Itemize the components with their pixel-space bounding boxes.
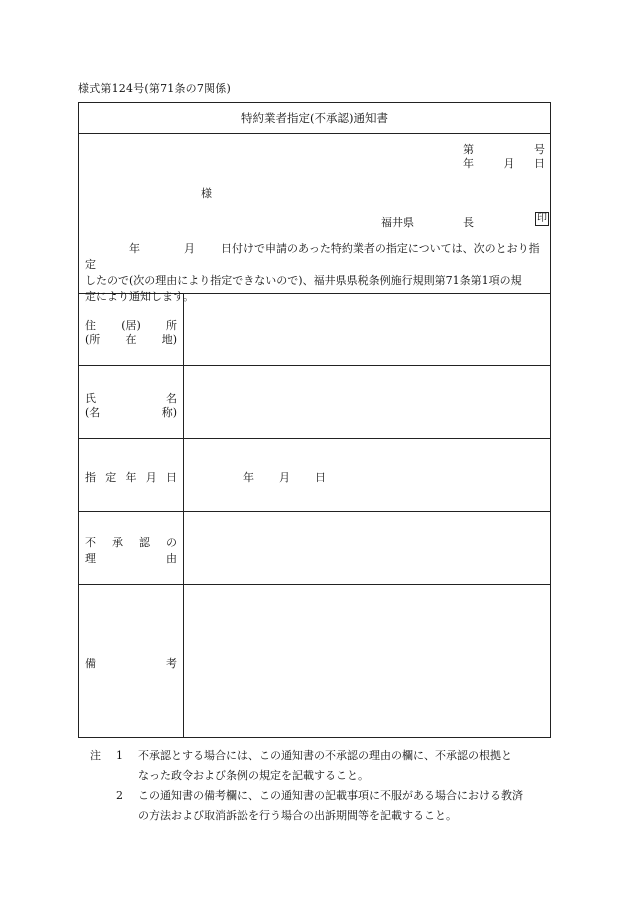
reason-label: 不 承 認 の 理 由 bbox=[79, 512, 184, 584]
note-item: 注 1 不承認とする場合には、この通知書の不承認の理由の欄に、不承認の根拠と なった政令および条例の規定を記載すること。 bbox=[78, 746, 556, 786]
issue-date-line bbox=[463, 155, 545, 171]
seal-mark: 印 bbox=[537, 213, 547, 224]
address-field[interactable] bbox=[185, 293, 550, 365]
addressee-honorific: 様 bbox=[201, 187, 212, 200]
notice-form bbox=[78, 102, 551, 738]
issue-year: 年 bbox=[463, 157, 474, 170]
body-month: 月 bbox=[184, 242, 195, 255]
body-line3: 定により通知します。 bbox=[85, 290, 195, 303]
row-address bbox=[79, 293, 550, 366]
note-number: 2 bbox=[116, 789, 123, 802]
address-label: 住 (居) 所 (所 在 地) bbox=[79, 293, 184, 365]
form-number-label: 様式第124号(第71条の7関係) bbox=[78, 82, 231, 95]
designation-year: 年 bbox=[243, 471, 254, 484]
reason-field[interactable] bbox=[185, 512, 550, 584]
row-designation-date bbox=[79, 439, 550, 512]
designation-day: 日 bbox=[315, 471, 326, 484]
issuer-title: 長 bbox=[463, 216, 474, 229]
body-line1: 日付けで申請のあった特約業者の指定については、次のとおり指定 bbox=[85, 242, 540, 271]
note-number: 1 bbox=[116, 749, 123, 762]
form-title: 特約業者指定(不承認)通知書 bbox=[79, 103, 550, 134]
number-prefix: 第 bbox=[463, 143, 474, 156]
remarks-label: 備 考 bbox=[79, 585, 184, 737]
designation-date-field[interactable] bbox=[185, 439, 550, 511]
issuer-prefecture: 福井県 bbox=[381, 216, 414, 229]
row-name bbox=[79, 366, 550, 439]
row-reason bbox=[79, 512, 550, 585]
issue-day: 日 bbox=[534, 157, 545, 170]
issue-month: 月 bbox=[503, 157, 515, 170]
designation-date-label: 指 定 年 月 日 bbox=[79, 439, 184, 511]
notes-section bbox=[78, 746, 556, 826]
note-mark: 注 bbox=[90, 749, 101, 762]
row-remarks bbox=[79, 585, 550, 737]
number-suffix: 号 bbox=[534, 143, 545, 156]
body-line2: したので(次の理由により指定できないので)、福井県県税条例施行規則第71条第1項の規 bbox=[85, 274, 522, 287]
remarks-field[interactable] bbox=[185, 585, 550, 737]
header-section bbox=[79, 133, 550, 303]
note-item: 2 この通知書の備考欄に、この通知書の記載事項に不服がある場合における教済 の方法および取消訴訟を行う場合の出訴期間等を記載すること。 bbox=[78, 786, 556, 826]
name-label: 氏 名 (名 称) bbox=[79, 366, 184, 438]
body-year: 年 bbox=[129, 242, 140, 255]
name-field[interactable] bbox=[185, 366, 550, 438]
designation-month: 月 bbox=[279, 471, 290, 484]
